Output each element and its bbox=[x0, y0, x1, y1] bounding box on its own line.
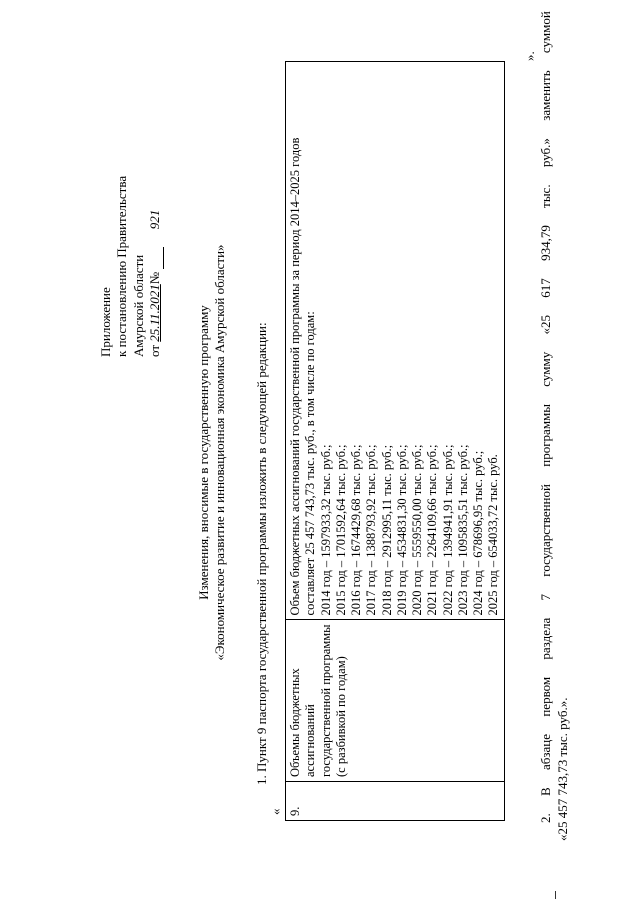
decree-date: 25.11.2021 bbox=[146, 284, 162, 342]
row-number: 9. bbox=[286, 782, 505, 821]
item-2-word: раздела bbox=[538, 617, 553, 660]
item-2-word: абзаце bbox=[538, 733, 553, 770]
item-2-word: 934,79 bbox=[538, 225, 553, 261]
appendix-region-line: Амурской области bbox=[130, 254, 146, 357]
row-name-cell bbox=[286, 620, 505, 782]
document-heading bbox=[196, 0, 229, 905]
appendix-title: Приложение bbox=[98, 287, 113, 357]
item-2-word: сумму bbox=[538, 351, 553, 387]
value-line: 2014 год – 1597933,32 тыс. руб.; bbox=[318, 444, 333, 616]
value-line: составляет 25 457 743,73 тыс. руб., в том числе по годам: bbox=[303, 311, 318, 616]
item-2-word: заменить bbox=[538, 70, 553, 121]
value-line: 2018 год – 2912995,11 тыс. руб.; bbox=[379, 444, 394, 616]
table-row bbox=[286, 62, 505, 821]
item-2-word: 617 bbox=[538, 278, 553, 298]
appendix-block bbox=[98, 77, 164, 357]
item-2-word: руб.» bbox=[538, 138, 553, 168]
value-line: 2015 год – 1701592,64 тыс. руб.; bbox=[333, 444, 348, 616]
value-line: 2020 год – 5559550,00 тыс. руб.; bbox=[410, 444, 424, 616]
row-name-line: государственной программы bbox=[318, 624, 333, 777]
value-line: 2024 год – 678696,95 тыс. руб.; bbox=[471, 450, 485, 616]
appendix-decree-line: к постановлению Правительства bbox=[114, 175, 130, 357]
appendix-date-line bbox=[147, 77, 164, 357]
item-2-word: В bbox=[538, 787, 553, 796]
item-2-word: 7 bbox=[538, 593, 553, 601]
item-2-word: суммой bbox=[538, 11, 553, 54]
number-sign: № bbox=[146, 271, 162, 285]
value-line: 2025 год – 654033,72 тыс. руб. bbox=[486, 454, 501, 616]
passport-table bbox=[285, 61, 505, 821]
item-2-word: тыс. bbox=[538, 184, 553, 208]
value-line: 2017 год – 1388793,92 тыс. руб.; bbox=[364, 444, 379, 616]
value-line: Объем бюджетных ассигнований государственной программы за период 2014–2025 годов bbox=[288, 137, 302, 616]
heading-line-1: Изменения, вносимые в государственную программу bbox=[196, 305, 211, 600]
item-1-text: 1. Пункт 9 паспорта государственной программы изложить в следующей редакции: bbox=[254, 322, 269, 785]
row-name-line: (с разбивкой по годам) bbox=[333, 656, 348, 777]
item-2-line-2: «25 457 743,73 тыс. руб.». bbox=[554, 697, 570, 841]
close-quote: ». bbox=[522, 51, 537, 61]
item-2-paragraph bbox=[538, 11, 572, 841]
date-prefix: от bbox=[146, 344, 162, 357]
value-line: 2022 год – 1394941,91 тыс. руб.; bbox=[440, 444, 455, 616]
item-2-word: «25 bbox=[538, 315, 553, 335]
row-value-cell bbox=[286, 62, 505, 620]
decree-number-underline bbox=[147, 247, 164, 269]
row-name-line: ассигнований bbox=[303, 704, 318, 777]
item-2-word: государственной bbox=[538, 484, 553, 577]
row-name-line: Объемы бюджетных bbox=[288, 668, 302, 777]
decree-number: 921 bbox=[146, 209, 162, 230]
item-2-word: первом bbox=[538, 676, 553, 717]
value-line: 2021 год – 2264109,66 тыс. руб.; bbox=[425, 444, 440, 616]
value-line: 2019 год – 4534831,30 тыс. руб.; bbox=[394, 444, 409, 616]
value-line: 2016 год – 1674429,68 тыс. руб.; bbox=[349, 444, 363, 616]
scan-dash-mark bbox=[555, 891, 556, 899]
heading-line-2: «Экономическое развитие и инновационная экономика Амурской области» bbox=[212, 244, 228, 661]
item-2-word: 2. bbox=[538, 813, 553, 823]
value-line: 2023 год – 1095835,51 тыс. руб.; bbox=[455, 444, 470, 616]
open-quote: « bbox=[268, 808, 283, 815]
item-2-line-1 bbox=[538, 11, 555, 841]
item-2-word: программы bbox=[538, 403, 553, 467]
